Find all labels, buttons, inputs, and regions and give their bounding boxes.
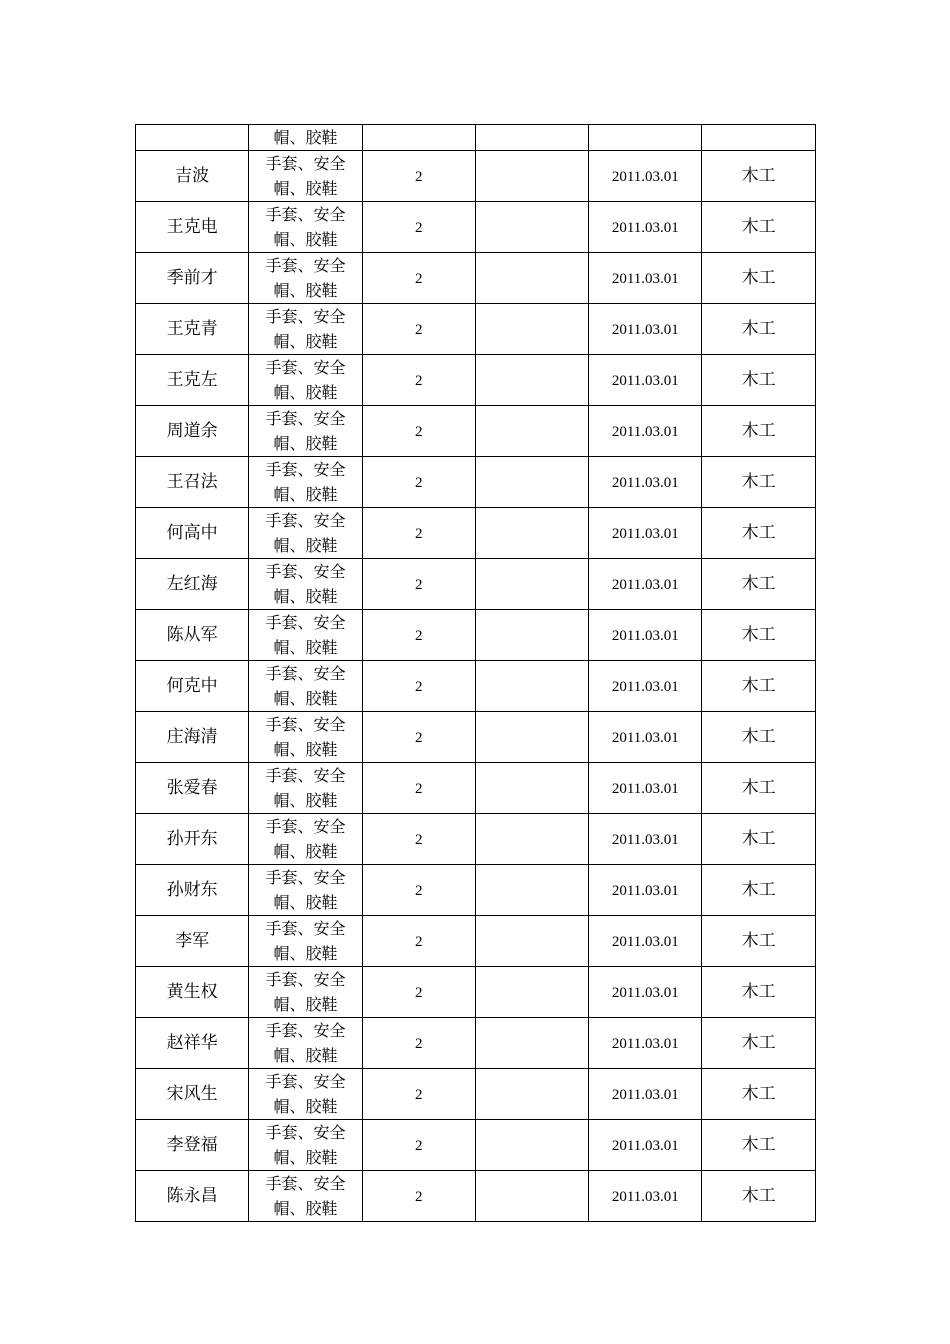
blank-cell [475,355,588,406]
trade-value: 木工 [741,217,776,237]
name-cell [136,916,249,967]
trade-cell [702,406,815,457]
issue-date: 2011.03.01 [611,780,679,797]
worker-name: 王召法 [166,472,218,492]
blank-cell [475,1120,588,1171]
table-row [136,610,816,661]
count-value: 2 [414,627,423,644]
trade-value: 木工 [741,625,776,645]
worker-name: 何克中 [166,676,218,696]
items-line-1: 手套、安全 [265,358,346,377]
trade-value: 木工 [741,574,776,594]
trade-cell [702,559,815,610]
name-cell [136,1069,249,1120]
trade-cell [702,508,815,559]
count-cell [362,916,475,967]
items-cell [249,406,362,457]
items-line-2: 帽、胶鞋 [273,179,338,198]
trade-value: 木工 [741,166,776,186]
items-text: 帽、胶鞋 [273,127,338,147]
trade-cell [702,202,815,253]
table-row [136,814,816,865]
trade-cell [702,151,815,202]
blank-cell [475,814,588,865]
trade-value: 木工 [741,319,776,339]
count-cell [362,406,475,457]
table-row [136,712,816,763]
items-line-1: 手套、安全 [265,817,346,836]
trade-cell [702,712,815,763]
worker-name: 王克左 [166,370,218,390]
worker-name: 孙开东 [166,829,218,849]
items-line-1: 手套、安全 [265,664,346,683]
items-line-1: 手套、安全 [265,766,346,785]
equipment-issue-table [135,124,816,1222]
table-row [136,355,816,406]
table-row [136,967,816,1018]
count-value: 2 [414,933,423,950]
name-cell [136,1120,249,1171]
trade-value: 木工 [741,523,776,543]
date-cell [589,1018,702,1069]
worker-name: 张爱春 [166,778,218,798]
worker-name: 陈永昌 [166,1186,218,1206]
name-cell [136,457,249,508]
count-cell [362,559,475,610]
date-cell [589,253,702,304]
date-cell [589,1171,702,1222]
count-cell [362,202,475,253]
count-value: 2 [414,1086,423,1103]
table-row [136,151,816,202]
trade-value: 木工 [741,727,776,747]
name-cell [136,814,249,865]
issue-date: 2011.03.01 [611,1188,679,1205]
issue-date: 2011.03.01 [611,933,679,950]
worker-name: 周道余 [166,421,218,441]
items-line-2: 帽、胶鞋 [273,1046,338,1065]
blank-cell [475,457,588,508]
items-line-1: 手套、安全 [265,205,346,224]
items-cell [249,304,362,355]
date-cell [589,304,702,355]
items-cell [249,151,362,202]
table-row [136,202,816,253]
issue-date: 2011.03.01 [611,831,679,848]
items-line-1: 手套、安全 [265,1072,346,1091]
items-line-2: 帽、胶鞋 [273,740,338,759]
trade-value: 木工 [741,676,776,696]
table-row-continued [136,125,816,151]
trade-value: 木工 [741,1186,776,1206]
items-line-1: 手套、安全 [265,970,346,989]
items-cell [249,1171,362,1222]
trade-cell [702,355,815,406]
trade-value: 木工 [741,778,776,798]
items-cell [249,661,362,712]
trade-cell [702,814,815,865]
items-line-2: 帽、胶鞋 [273,434,338,453]
trade-value: 木工 [741,370,776,390]
name-cell [136,125,249,151]
trade-value: 木工 [741,931,776,951]
table-row [136,1171,816,1222]
count-value: 2 [414,984,423,1001]
items-line-1: 手套、安全 [265,1021,346,1040]
issue-date: 2011.03.01 [611,1137,679,1154]
table-body [136,125,816,1222]
name-cell [136,712,249,763]
count-cell [362,1171,475,1222]
issue-date: 2011.03.01 [611,474,679,491]
count-value: 2 [414,423,423,440]
items-cell [249,1120,362,1171]
worker-name: 李登福 [166,1135,218,1155]
name-cell [136,355,249,406]
blank-cell [475,661,588,712]
items-line-1: 手套、安全 [265,511,346,530]
table-row [136,661,816,712]
count-cell [362,661,475,712]
items-line-1: 手套、安全 [265,868,346,887]
trade-cell [702,1069,815,1120]
count-value: 2 [414,729,423,746]
trade-cell [702,1018,815,1069]
issue-date: 2011.03.01 [611,984,679,1001]
items-cell [249,610,362,661]
trade-cell [702,610,815,661]
blank-cell [475,967,588,1018]
items-cell [249,559,362,610]
count-value: 2 [414,678,423,695]
items-line-2: 帽、胶鞋 [273,842,338,861]
date-cell [589,916,702,967]
blank-cell [475,1171,588,1222]
blank-cell [475,865,588,916]
count-value: 2 [414,1035,423,1052]
items-line-2: 帽、胶鞋 [273,281,338,300]
trade-cell [702,253,815,304]
worker-name: 黄生权 [166,982,218,1002]
items-line-1: 手套、安全 [265,154,346,173]
date-cell [589,202,702,253]
date-cell [589,1120,702,1171]
items-cell [249,865,362,916]
count-cell [362,967,475,1018]
count-cell [362,1069,475,1120]
trade-cell [702,125,815,151]
count-cell [362,763,475,814]
items-line-2: 帽、胶鞋 [273,383,338,402]
name-cell [136,202,249,253]
items-line-1: 手套、安全 [265,1174,346,1193]
trade-cell [702,1120,815,1171]
count-cell [362,304,475,355]
trade-value: 木工 [741,1033,776,1053]
name-cell [136,151,249,202]
items-line-2: 帽、胶鞋 [273,1097,338,1116]
issue-date: 2011.03.01 [611,525,679,542]
issue-date: 2011.03.01 [611,678,679,695]
count-value: 2 [414,1137,423,1154]
date-cell [589,125,702,151]
count-cell [362,457,475,508]
trade-value: 木工 [741,1084,776,1104]
trade-cell [702,661,815,712]
count-cell [362,712,475,763]
date-cell [589,661,702,712]
date-cell [589,1069,702,1120]
trade-cell [702,304,815,355]
table-row [136,559,816,610]
blank-cell [475,1069,588,1120]
items-line-1: 手套、安全 [265,715,346,734]
table-row [136,865,816,916]
count-value: 2 [414,168,423,185]
name-cell [136,1018,249,1069]
date-cell [589,865,702,916]
date-cell [589,559,702,610]
trade-value: 木工 [741,1135,776,1155]
count-cell [362,1018,475,1069]
blank-cell [475,763,588,814]
date-cell [589,508,702,559]
items-line-2: 帽、胶鞋 [273,638,338,657]
worker-name: 庄海清 [166,727,218,747]
items-line-2: 帽、胶鞋 [273,485,338,504]
table-row [136,457,816,508]
name-cell [136,559,249,610]
issue-date: 2011.03.01 [611,219,679,236]
count-cell [362,151,475,202]
trade-value: 木工 [741,472,776,492]
count-value: 2 [414,831,423,848]
table-row [136,508,816,559]
issue-date: 2011.03.01 [611,627,679,644]
count-value: 2 [414,372,423,389]
items-cell [249,202,362,253]
items-line-2: 帽、胶鞋 [273,791,338,810]
items-line-2: 帽、胶鞋 [273,1199,338,1218]
items-line-2: 帽、胶鞋 [273,893,338,912]
table-row [136,916,816,967]
items-line-1: 手套、安全 [265,307,346,326]
worker-name: 陈从军 [166,625,218,645]
items-line-1: 手套、安全 [265,562,346,581]
items-cell [249,1069,362,1120]
count-cell [362,610,475,661]
blank-cell [475,1018,588,1069]
blank-cell [475,916,588,967]
name-cell [136,253,249,304]
issue-date: 2011.03.01 [611,882,679,899]
trade-cell [702,916,815,967]
items-cell [249,253,362,304]
date-cell [589,814,702,865]
items-cell [249,508,362,559]
count-value: 2 [414,780,423,797]
worker-name: 孙财东 [166,880,218,900]
items-cell [249,355,362,406]
blank-cell [475,151,588,202]
items-line-1: 手套、安全 [265,613,346,632]
date-cell [589,967,702,1018]
count-cell [362,355,475,406]
table-row [136,1069,816,1120]
items-line-1: 手套、安全 [265,256,346,275]
name-cell [136,406,249,457]
issue-date: 2011.03.01 [611,1086,679,1103]
count-value: 2 [414,1188,423,1205]
name-cell [136,304,249,355]
count-cell [362,508,475,559]
items-line-1: 手套、安全 [265,1123,346,1142]
date-cell [589,610,702,661]
blank-cell [475,125,588,151]
worker-name: 宋风生 [166,1084,218,1104]
name-cell [136,763,249,814]
blank-cell [475,508,588,559]
issue-date: 2011.03.01 [611,372,679,389]
blank-cell [475,304,588,355]
count-cell [362,814,475,865]
items-line-2: 帽、胶鞋 [273,1148,338,1167]
name-cell [136,1171,249,1222]
date-cell [589,457,702,508]
items-line-2: 帽、胶鞋 [273,536,338,555]
issue-date: 2011.03.01 [611,270,679,287]
count-value: 2 [414,270,423,287]
name-cell [136,661,249,712]
count-value: 2 [414,474,423,491]
count-cell [362,253,475,304]
blank-cell [475,610,588,661]
date-cell [589,151,702,202]
items-line-1: 手套、安全 [265,919,346,938]
trade-cell [702,865,815,916]
items-cell [249,916,362,967]
worker-name: 左红海 [166,574,218,594]
worker-name: 吉波 [175,166,210,186]
issue-date: 2011.03.01 [611,423,679,440]
blank-cell [475,202,588,253]
table-row [136,406,816,457]
items-line-2: 帽、胶鞋 [273,995,338,1014]
count-value: 2 [414,321,423,338]
table-row [136,1120,816,1171]
items-line-1: 手套、安全 [265,460,346,479]
blank-cell [475,559,588,610]
issue-date: 2011.03.01 [611,321,679,338]
worker-name: 季前才 [166,268,218,288]
trade-cell [702,967,815,1018]
items-line-1: 手套、安全 [265,409,346,428]
items-cell [249,457,362,508]
count-value: 2 [414,576,423,593]
name-cell [136,610,249,661]
trade-value: 木工 [741,421,776,441]
items-cell [249,763,362,814]
count-value: 2 [414,882,423,899]
date-cell [589,712,702,763]
date-cell [589,406,702,457]
table-row [136,253,816,304]
issue-date: 2011.03.01 [611,576,679,593]
name-cell [136,508,249,559]
items-line-2: 帽、胶鞋 [273,689,338,708]
items-cell [249,1018,362,1069]
trade-value: 木工 [741,880,776,900]
items-line-2: 帽、胶鞋 [273,587,338,606]
trade-cell [702,457,815,508]
table-row [136,763,816,814]
issue-date: 2011.03.01 [611,168,679,185]
trade-cell [702,763,815,814]
items-line-2: 帽、胶鞋 [273,332,338,351]
blank-cell [475,253,588,304]
items-line-2: 帽、胶鞋 [273,230,338,249]
date-cell [589,763,702,814]
date-cell [589,355,702,406]
table-row [136,304,816,355]
items-cell [249,125,362,151]
items-cell [249,967,362,1018]
worker-name: 王克电 [166,217,218,237]
name-cell [136,967,249,1018]
count-cell [362,125,475,151]
worker-name: 王克青 [166,319,218,339]
blank-cell [475,406,588,457]
items-cell [249,712,362,763]
issue-date: 2011.03.01 [611,729,679,746]
worker-name: 李军 [175,931,210,951]
worker-name: 何高中 [166,523,218,543]
trade-value: 木工 [741,829,776,849]
trade-value: 木工 [741,268,776,288]
count-value: 2 [414,219,423,236]
items-cell [249,814,362,865]
name-cell [136,865,249,916]
items-line-2: 帽、胶鞋 [273,944,338,963]
count-value: 2 [414,525,423,542]
issue-date: 2011.03.01 [611,1035,679,1052]
blank-cell [475,712,588,763]
count-cell [362,1120,475,1171]
trade-cell [702,1171,815,1222]
count-cell [362,865,475,916]
trade-value: 木工 [741,982,776,1002]
table-row [136,1018,816,1069]
worker-name: 赵祥华 [166,1033,218,1053]
